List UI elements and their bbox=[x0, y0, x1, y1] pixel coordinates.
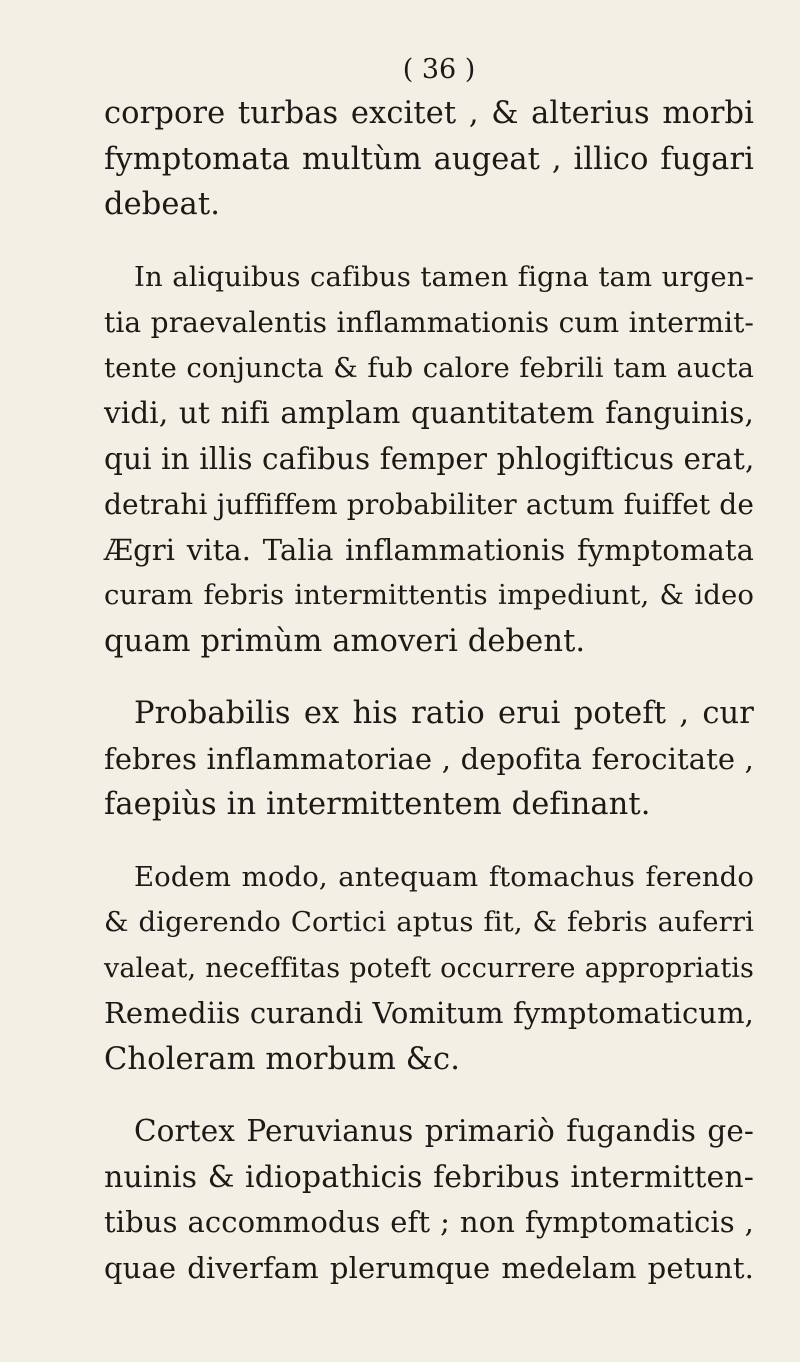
paragraph-2 bbox=[104, 255, 754, 665]
text-line: & digerendo Cortici aptus fit, & febris auferri bbox=[104, 906, 754, 938]
paragraph-3 bbox=[104, 691, 754, 828]
text-line: detrahi juffiffem probabiliter actum fuiffet de bbox=[104, 488, 754, 521]
text-line: valeat, neceffitas poteft occurrere appropriatis bbox=[104, 952, 754, 984]
paragraph-1 bbox=[104, 91, 754, 228]
text-line: debeat. bbox=[104, 187, 220, 222]
page-number: ( 36 ) bbox=[402, 54, 476, 85]
text-line: tia praevalentis inflammationis cum intermit- bbox=[104, 306, 754, 339]
text-line: tente conjuncta & fub calore febrili tam aucta bbox=[104, 351, 754, 384]
text-line: fymptomata multùm augeat , illico fugari bbox=[104, 141, 754, 177]
text-line: qui in illis cafibus femper phlogifticus erat, bbox=[104, 441, 755, 476]
paragraph-4 bbox=[104, 855, 754, 1083]
text-line: quam primùm amoveri debent. bbox=[104, 623, 586, 659]
text-line: Probabilis ex his ratio erui poteft , cur bbox=[134, 696, 754, 731]
text-line: quae diverfam plerumque medelam petunt. bbox=[104, 1250, 754, 1285]
text-line: faepiùs in intermittentem definant. bbox=[104, 787, 651, 822]
text-line: nuinis & idiopathicis febribus intermitten- bbox=[104, 1159, 754, 1195]
text-line: Ægri vita. Talia inflammationis fymptomata bbox=[104, 532, 754, 567]
paragraph-5 bbox=[104, 1109, 754, 1291]
text-line: Eodem modo, antequam ftomachus ferendo bbox=[134, 860, 754, 893]
text-line: vidi, ut nifi amplam quantitatem fanguinis, bbox=[104, 396, 754, 430]
text-line: febres inflammatoriae , depofita ferocitate , bbox=[104, 741, 754, 776]
text-line: tibus accommodus eft ; non fymptomaticis , bbox=[104, 1205, 754, 1239]
text-line: Choleram morbum &c. bbox=[104, 1041, 461, 1077]
text-line: corpore turbas excitet , & alterius morbi bbox=[104, 96, 754, 131]
text-line: curam febris intermittentis impediunt, & ideo bbox=[104, 579, 754, 611]
text-line: In aliquibus cafibus tamen figna tam urgen- bbox=[134, 260, 754, 293]
text-line: Remediis curandi Vomitum fymptomaticum, bbox=[104, 996, 754, 1030]
text-line: Cortex Peruvianus primariò fugandis ge- bbox=[134, 1114, 754, 1148]
